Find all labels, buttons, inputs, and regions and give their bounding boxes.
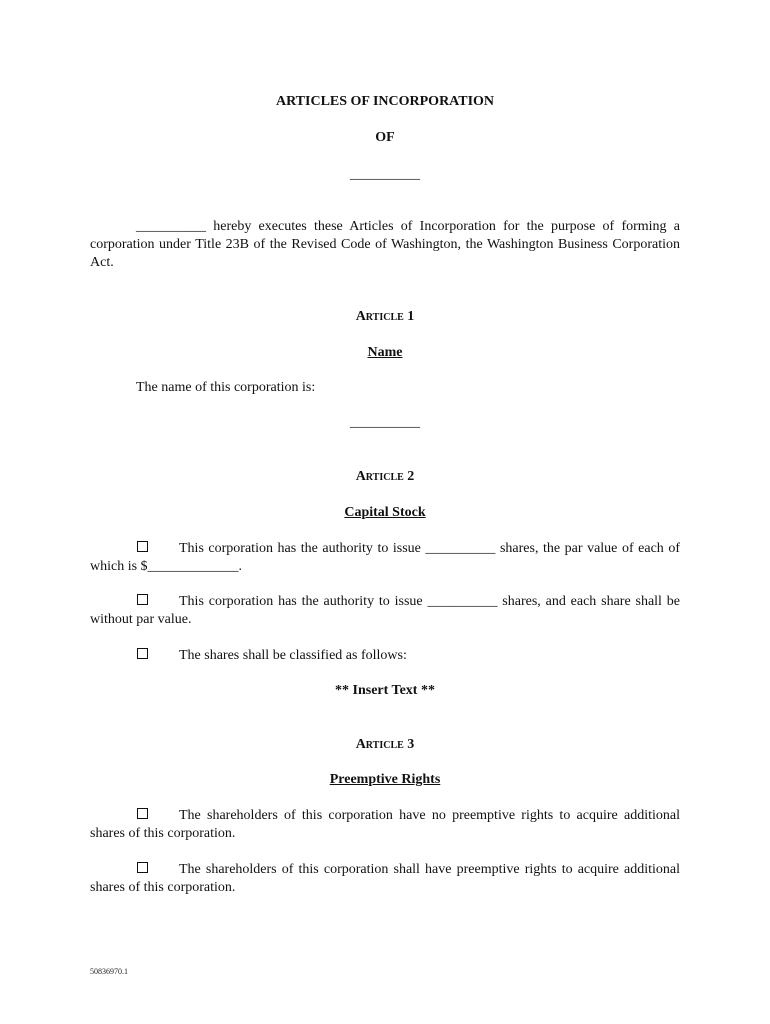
checkbox[interactable] — [137, 594, 148, 605]
article-1-text: The name of this corporation is: — [136, 380, 316, 395]
corporation-name-blank: __________ — [350, 167, 420, 182]
article-1-heading: Article 1 — [355, 309, 415, 324]
article-1-subheading: Name — [367, 345, 403, 360]
option-text: The shares shall be classified as follows: — [179, 648, 407, 663]
article-2-option-3 — [90, 647, 680, 665]
checkbox[interactable] — [137, 808, 148, 819]
document-of: OF — [375, 130, 395, 145]
checkbox[interactable] — [137, 541, 148, 552]
article-2-option-2 — [90, 593, 680, 629]
article-3-heading: Article 3 — [355, 737, 415, 752]
checkbox[interactable] — [137, 648, 148, 659]
option-text: This corporation has the authority to issue __________ shares, the par value of each of which is $_____________. — [90, 541, 680, 574]
insert-text-placeholder: ** Insert Text ** — [335, 683, 435, 698]
article-3-option-2 — [90, 861, 680, 897]
intro-paragraph: __________ hereby executes these Articles of Incorporation for the purpose of forming a corporation under Title 23B of the Revised Code of Washington, the Washington Business Corporation Act. — [90, 219, 680, 270]
document-footer-id: 50836970.1 — [90, 967, 128, 976]
article-3-option-1 — [90, 807, 680, 843]
article-2-subheading: Capital Stock — [344, 505, 426, 520]
article-3-subheading: Preemptive Rights — [329, 772, 441, 787]
document-title: ARTICLES OF INCORPORATION — [275, 94, 495, 109]
article-2-option-1 — [90, 540, 680, 576]
checkbox[interactable] — [137, 862, 148, 873]
article-1-name-blank: __________ — [350, 415, 420, 430]
option-text: This corporation has the authority to issue __________ shares, and each share shall be without par value. — [90, 594, 680, 627]
article-2-heading: Article 2 — [355, 469, 415, 484]
option-text: The shareholders of this corporation have no preemptive rights to acquire additional shares of this corporation. — [90, 808, 680, 841]
option-text: The shareholders of this corporation shall have preemptive rights to acquire additional shares of this corporation. — [90, 862, 680, 895]
